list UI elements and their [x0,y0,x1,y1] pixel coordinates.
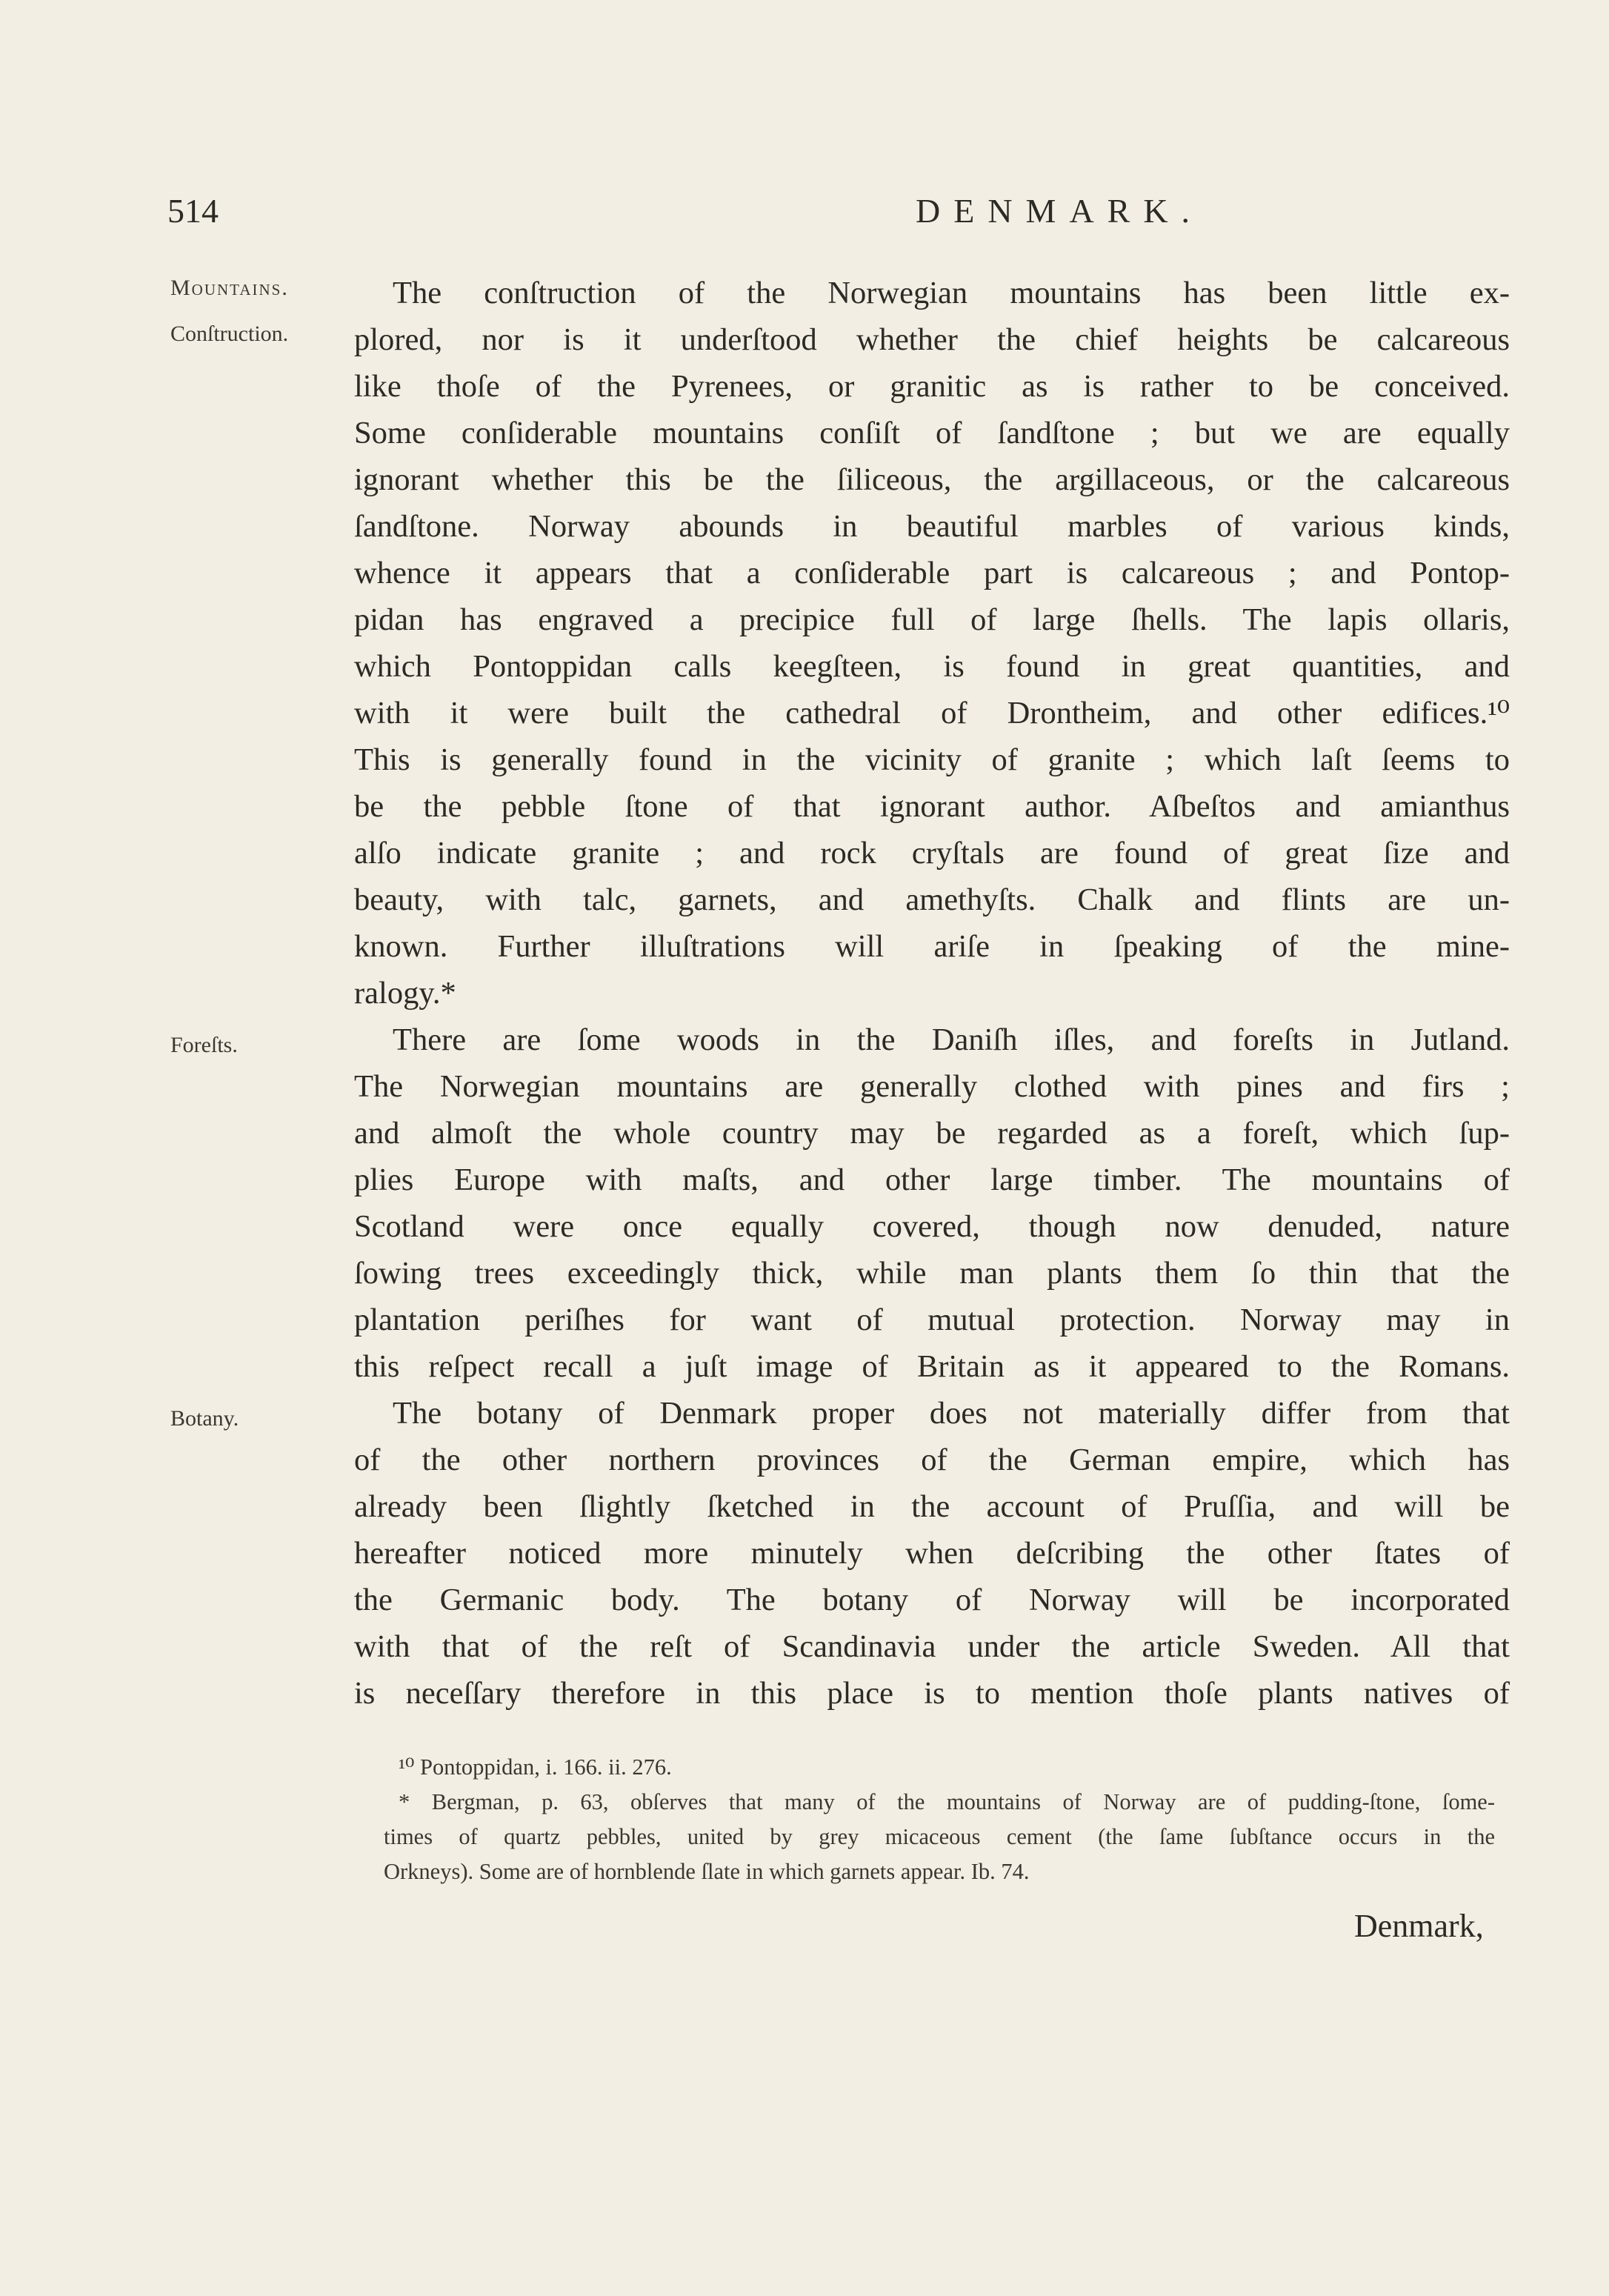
margin-note-botany: Botany. [170,1406,239,1431]
text-line: ſowing trees exceedingly thick, while man plants them ſo thin that the [354,1256,1510,1291]
text-line: plored, nor is it underſtood whether the chief heights be calcareous [354,322,1510,357]
text-line: this reſpect recall a juſt image of Britain as it appeared to the Romans. [354,1349,1510,1384]
text-line: hereafter noticed more minutely when deſcribing the other ſtates of [354,1536,1510,1571]
page-number: 514 [167,192,219,230]
text-line: ſandſtone. Norway abounds in beautiful marbles of various kinds, [354,509,1510,544]
page-header [167,191,1508,243]
paragraph-mountains [354,270,1510,1016]
text-line: Scotland were once equally covered, though now denuded, nature [354,1209,1510,1244]
text-line: like thoſe of the Pyrenees, or granitic as is rather to be conceived. [354,369,1510,404]
text-line: of the other northern provinces of the German empire, which has [354,1443,1510,1477]
margin-note-construction: Conſtruction. [170,322,289,346]
text-line: beauty, with talc, garnets, and amethyſts. Chalk and flints are un- [354,882,1510,917]
text-line: The conſtruction of the Norwegian mountains has been little ex- [393,276,1510,310]
text-line: known. Further illuſtrations will ariſe in ſpeaking of the mine- [354,929,1510,964]
text-line: plantation periſhes for want of mutual protection. Norway may in [354,1302,1510,1337]
footnote-star-line: * Bergman, p. 63, obſerves that many of the mountains of Norway are of pudding-ſtone, ſome- [399,1789,1495,1814]
text-line: The Norwegian mountains are generally clothed with pines and firs ; [354,1069,1510,1104]
text-line: plies Europe with maſts, and other large timber. The mountains of [354,1162,1510,1197]
text-line: is neceſſary therefore in this place is to mention thoſe plants natives of [354,1676,1510,1711]
text-line: ralogy.* [354,976,456,1011]
text-line: be the pebble ſtone of that ignorant author. Aſbeſtos and amianthus [354,789,1510,824]
running-title: DENMARK. [916,192,1204,230]
text-line: whence it appears that a conſiderable part is calcareous ; and Pontop- [354,556,1510,590]
text-line: Some conſiderable mountains conſiſt of ſandſtone ; but we are equally [354,416,1510,450]
footnote-10: ¹⁰ Pontoppidan, i. 166. ii. 276. [399,1754,672,1780]
paragraph-botany [354,1390,1510,1717]
footnote-star-line: times of quartz pebbles, united by grey micaceous cement (the ſame ſubſtance occurs in the [384,1824,1495,1849]
text-line: This is generally found in the vicinity of granite ; which laſt ſeems to [354,742,1510,777]
text-line: and almoſt the whole country may be regarded as a foreſt, which ſup- [354,1116,1510,1151]
paragraph-forests [354,1016,1510,1390]
text-line: which Pontoppidan calls keegſteen, is found in great quantities, and [354,649,1510,684]
text-line: There are ſome woods in the Daniſh iſles, and foreſts in Jutland. [393,1022,1510,1057]
margin-note-mountains: Mountains. [170,276,289,300]
footnotes [384,1750,1495,1889]
text-line: the Germanic body. The botany of Norway will be incorporated [354,1583,1510,1617]
text-line: with that of the reſt of Scandinavia under the article Sweden. All that [354,1629,1510,1664]
text-line: pidan has engraved a precipice full of large ſhells. The lapis ollaris, [354,602,1510,637]
text-line: alſo indicate granite ; and rock cryſtals are found of great ſize and [354,836,1510,871]
text-line: with it were built the cathedral of Drontheim, and other edifices.¹⁰ [354,696,1510,731]
catchword: Denmark, [1354,1908,1484,1944]
text-line: The botany of Denmark proper does not materially differ from that [393,1396,1510,1431]
margin-note-forests: Foreſts. [170,1033,238,1057]
text-line: ignorant whether this be the ſiliceous, the argillaceous, or the calcareous [354,462,1510,497]
footnote-star-line: Orkneys). Some are of hornblende ſlate in which garnets appear. Ib. 74. [384,1859,1030,1884]
text-line: already been ſlightly ſketched in the account of Pruſſia, and will be [354,1489,1510,1524]
